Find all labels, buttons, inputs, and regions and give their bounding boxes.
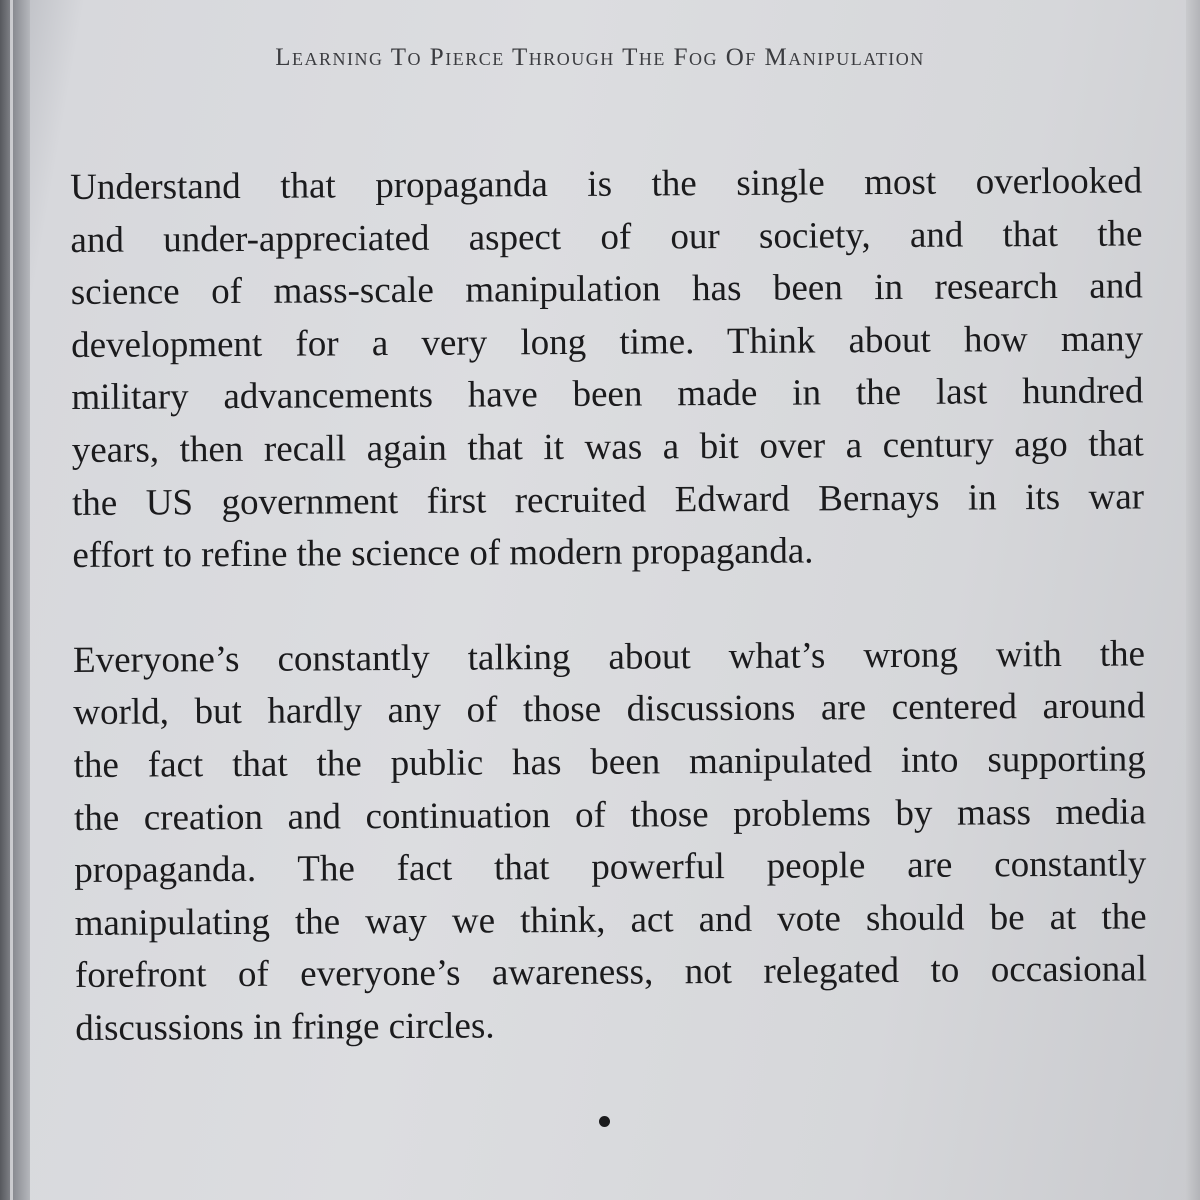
running-header: Learning To Pierce Through The Fog Of Manipulation bbox=[275, 44, 925, 71]
text-line: forefront of everyone’s awareness, not relegated to occasional bbox=[74, 948, 1148, 997]
text-line: the creation and continuation of those problems by mass media bbox=[73, 790, 1147, 839]
text-line: effort to refine the science of modern propaganda. bbox=[72, 530, 814, 577]
text-line: science of mass-scale manipulation has been in research and bbox=[70, 265, 1143, 314]
paragraph-2 bbox=[73, 628, 1148, 1055]
bullet-ornament-icon bbox=[599, 1116, 610, 1127]
body-text bbox=[70, 155, 1147, 1055]
text-line: and under-appreciated aspect of our society, and that the bbox=[70, 213, 1143, 261]
book-gutter bbox=[0, 0, 30, 1200]
text-line: Understand that propaganda is the single most overlooked bbox=[70, 160, 1143, 208]
text-line: development for a very long time. Think about how many bbox=[70, 318, 1144, 366]
page-edge-shadow bbox=[1186, 0, 1200, 1200]
paragraph-1 bbox=[70, 155, 1145, 582]
paragraph-spacer bbox=[73, 576, 1145, 635]
text-line: world, but hardly any of those discussions are centered around bbox=[73, 685, 1146, 734]
text-line: discussions in fringe circles. bbox=[75, 1005, 495, 1049]
text-line: the fact that the public has been manipulated into supporting bbox=[73, 738, 1146, 786]
text-line: propaganda. The fact that powerful people are constantly bbox=[74, 843, 1147, 892]
text-line: Everyone’s constantly talking about what’s wrong with the bbox=[72, 633, 1146, 681]
text-line: manipulating the way we think, act and vote should be at the bbox=[74, 896, 1147, 944]
facing-page-edge bbox=[10, 0, 13, 1200]
text-line: military advancements have been made in the last hundred bbox=[71, 370, 1144, 419]
text-line: the US government first recruited Edward Bernays in its war bbox=[71, 476, 1145, 524]
text-line: years, then recall again that it was a bit over a century ago that bbox=[71, 423, 1144, 471]
